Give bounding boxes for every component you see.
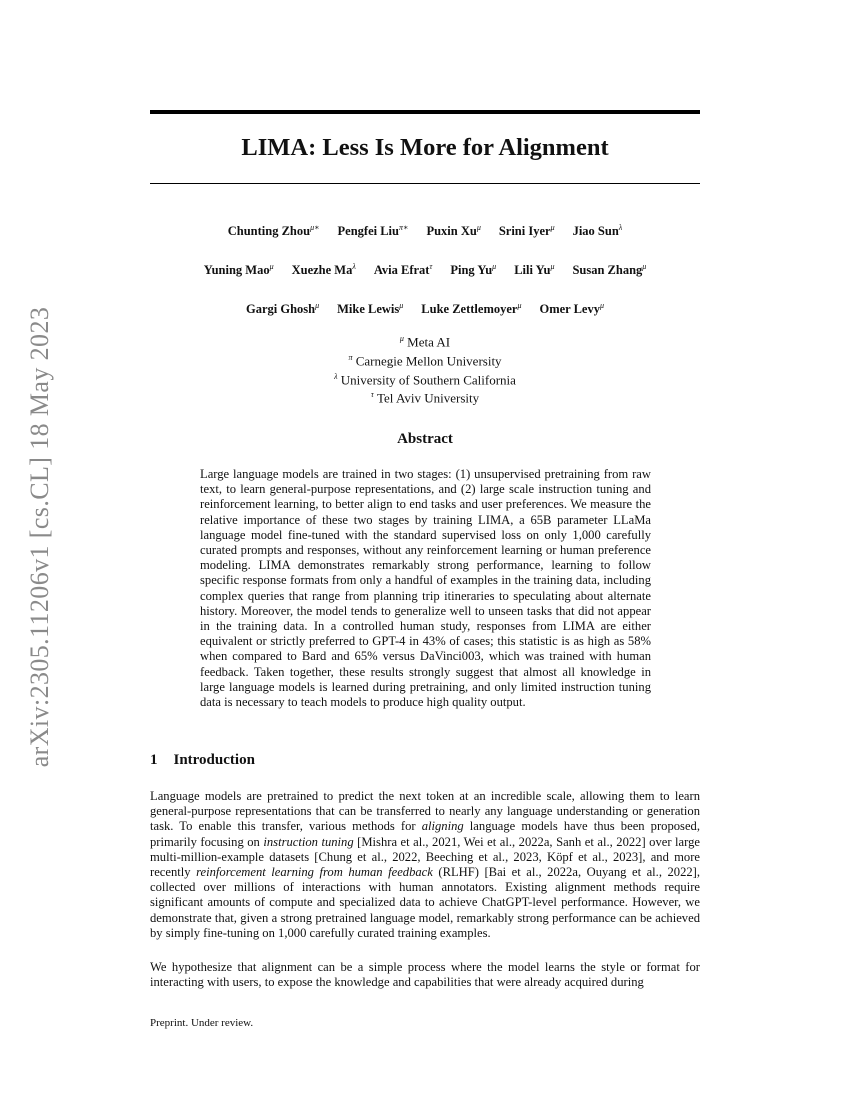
section-heading — [150, 752, 255, 769]
affiliation: $^\tau$ Tel Aviv University — [370, 390, 480, 406]
affiliation: $^\pi$ Carnegie Mellon University — [348, 352, 502, 369]
author: Srini Iyer$^\mu$ — [498, 223, 555, 239]
author: Yuning Mao$^\mu$ — [203, 262, 274, 278]
arxiv-stamp-text: arXiv:2305.11206v1 [cs.CL] 18 May 2023 — [25, 306, 54, 768]
paper-title: LIMA: Less Is More for Alignment — [241, 134, 609, 161]
author: Omer Levy$^\mu$ — [539, 301, 605, 317]
author: Pengfei Liu$^{\pi∗}$ — [337, 223, 409, 239]
intro-paragraph-1: Language models are pretrained to predict the next token at an incredible scale, allowing them to learn general-purpose representations that can be transferred to nearly any language understanding or generation task. To enable this transfer, various methods for aligning language models have thus been proposed, primarily focusing on instruction tuning [Mishra et al., 2021, Wei et al., 2022a, Sanh et al., 2022] over large multi-million-example datasets [Chung et al., 2022, Beeching et al., 2023, Köpf et al., 2023], and more recently reinforcement learning from human feedback (RLHF) [Bai et al., 2022a, Ouyang et al., 2022], collected over millions of interactions with human annotators. Existing alignment methods require significant amounts of compute and specialized data to achieve ChatGPT-level performance. However, we demonstrate that, given a strong pretrained language model, remarkably strong performance can be achieved by simply fine-tuning on 1,000 carefully curated training examples. — [150, 789, 701, 940]
intro-paragraph-2: We hypothesize that alignment can be a simple process where the model learns the style or format for interacting with users, to expose the knowledge and capabilities that were already acquired during — [150, 960, 700, 990]
author: Gargi Ghosh$^\mu$ — [245, 301, 320, 317]
author-row-1 — [150, 223, 700, 239]
author: Lili $Yu^\mu$ — [514, 262, 555, 278]
author: Susan Zhang$^\mu$ — [572, 262, 647, 278]
section-number: 1 — [150, 752, 158, 768]
author: Mike Lewis$^\mu$ — [337, 301, 404, 317]
arxiv-stamp — [20, 287, 60, 787]
abstract-text: Large language models are trained in two stages: (1) unsupervised pretraining from raw text, to learn general-purpose representations, and (2) large scale instruction tuning and reinforcement learning, to better align to end tasks and user preferences. We measure the relative importance of these two stages by training LIMA, a 65B parameter LLaMa language model fine-tuned with the standard supervised loss on only 1,000 carefully curated prompts and responses, without any reinforcement learning or human preference modeling. LIMA demonstrates remarkably strong performance, learning to follow specific response formats from only a handful of examples in the training data, including complex queries that range from planning trip itineraries to speculating about alternate history. Moreover, the model tends to generalize well to unseen tasks that did not appear in the training data. In a controlled human study, responses from LIMA are either equivalent or strictly preferred to GPT-4 in 43% of cases; this statistic is as high as 58% when compared to Bard and 65% versus DaVinci003, which was trained with human feedback. Taken together, these results strongly suggest that almost all knowledge in large language models is learned during pretraining, and only limited instruction tuning data is necessary to teach models to produce high quality output. — [200, 467, 651, 710]
affiliation: $^\lambda$ University of Southern California — [334, 371, 516, 387]
affiliations — [150, 331, 700, 406]
section-title: Introduction — [173, 752, 255, 768]
top-rule — [150, 110, 700, 114]
footer-note: Preprint. Under review. — [150, 1017, 254, 1029]
author: Avia Efrat$^\tau$ — [373, 262, 433, 278]
author: Jiao Sun$^\lambda$ — [572, 223, 623, 239]
author: Ping $Yu^\mu$ — [450, 262, 497, 278]
abstract-heading: Abstract — [397, 431, 453, 447]
author-row-3 — [150, 301, 700, 317]
author: Luke Zettlemoyer$^\mu$ — [421, 301, 522, 317]
author: Chunting Zhou$^{\mu∗}$ — [227, 223, 320, 239]
author-row-2 — [150, 262, 700, 278]
author: Puxin $Xu^\mu$ — [426, 223, 481, 239]
affiliation: $^\mu$ Meta AI — [399, 334, 451, 350]
author: Xuezhe $Ma^\lambda$ — [291, 262, 356, 278]
title-rule — [150, 183, 700, 184]
